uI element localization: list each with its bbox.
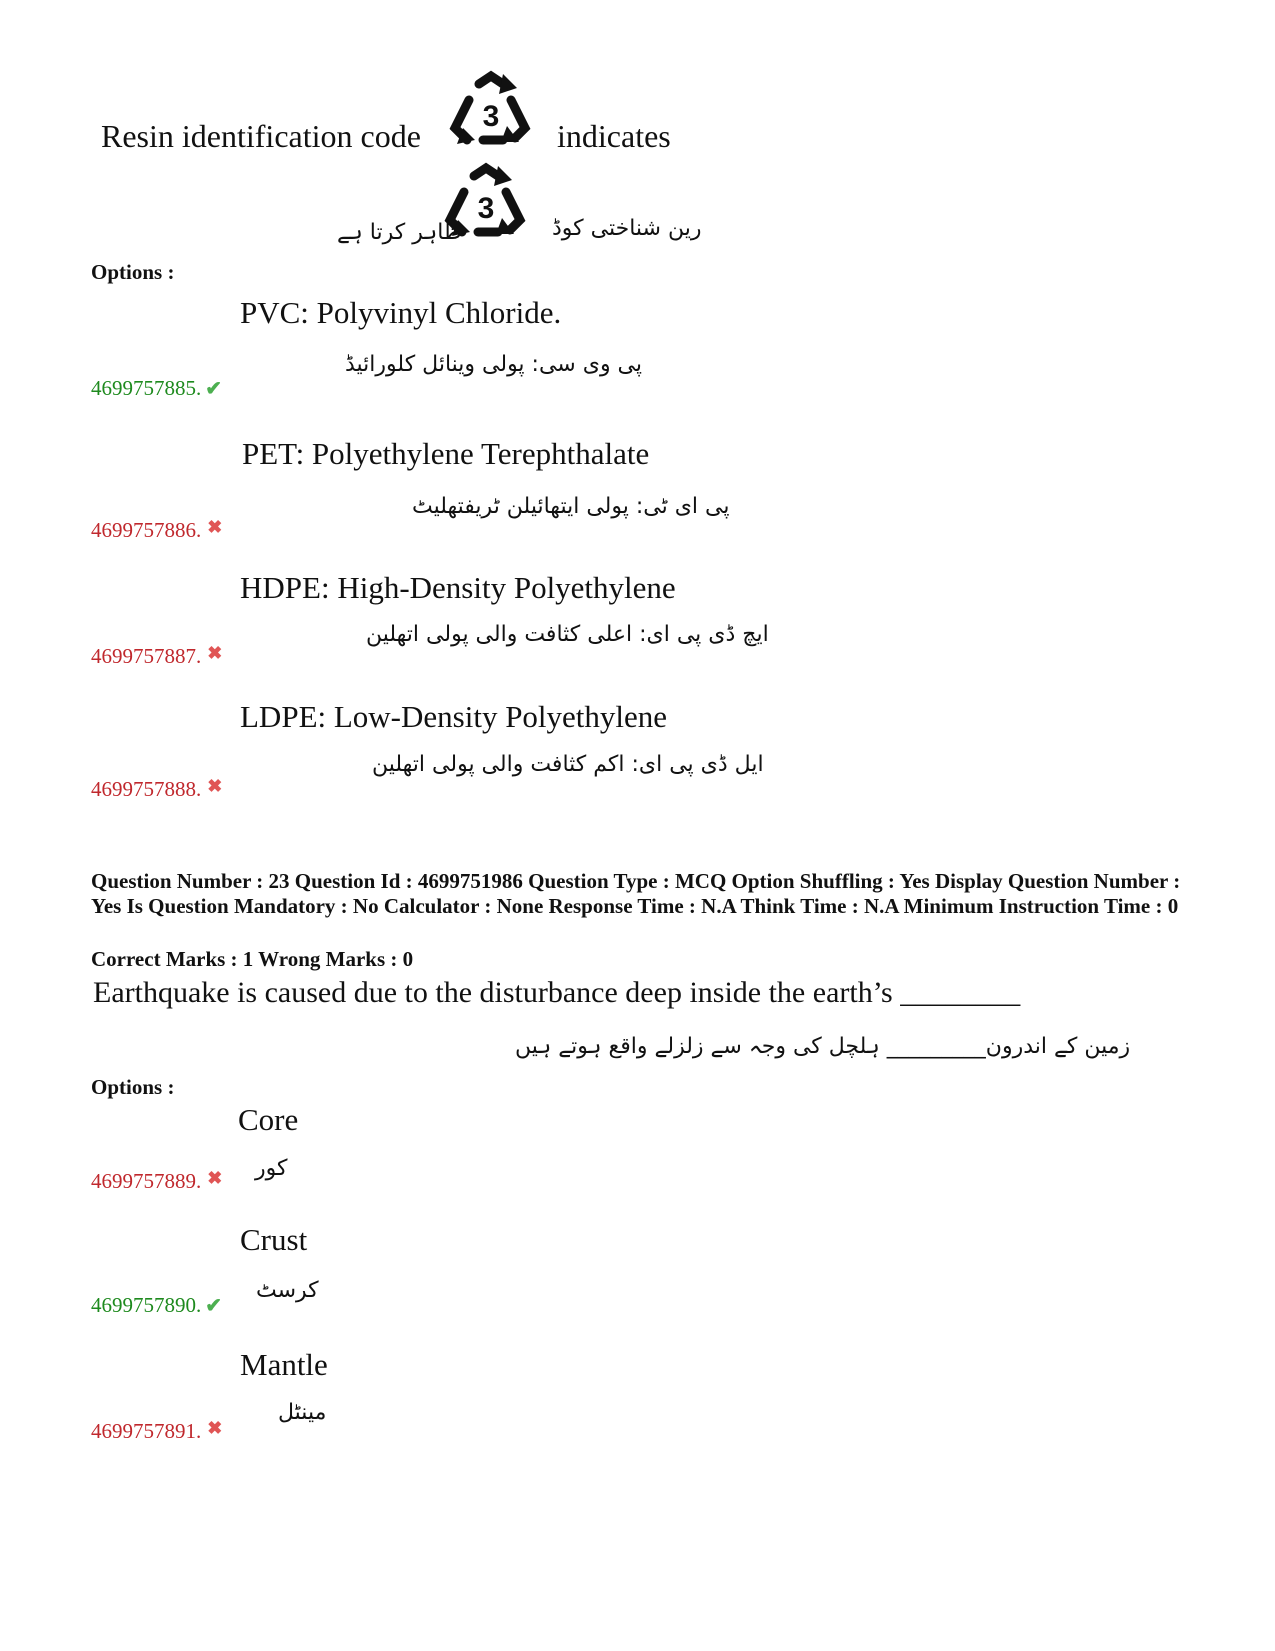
wrong-cross-icon: ✖ (207, 1168, 223, 1188)
recycle-code-3-icon (445, 70, 537, 154)
options-label: Options : (91, 1075, 175, 1099)
question-meta: Question Number : 23 Question Id : 4699751986 Question Type : MCQ Option Shuffling : Yes Display Question Number : Yes Is Question Mandatory : No Calculator : None Response Time : N.A Think Time : N.A Minimum Instruction Time : 0 (91, 869, 1181, 918)
option-text-en: Crust (240, 1222, 308, 1257)
option-id-text: 4699757891. (91, 1419, 202, 1443)
recycle-number-text: 3 (482, 100, 500, 133)
option-id (91, 1168, 222, 1194)
options-label: Options : (91, 260, 175, 284)
wrong-cross-icon: ✖ (207, 643, 223, 663)
option-id (91, 1418, 222, 1444)
question-text-ur: زمین کے اندرون_________ ہلچل کی وجہ سے زلزلے واقع ہوتے ہیں (515, 1034, 1131, 1059)
option-text-ur: پی ای ٹی: پولی ایتھائیلن ٹریفتھلیٹ (412, 494, 730, 519)
option-id (91, 776, 222, 802)
option-text-ur: پی وی سی: پولی وینائل کلورائیڈ (345, 352, 643, 377)
marks-info: Correct Marks : 1 Wrong Marks : 0 (91, 947, 414, 971)
option-id-text: 4699757886. (91, 518, 202, 542)
resin-suffix-text: indicates (557, 118, 671, 154)
option-id-text: 4699757889. (91, 1169, 202, 1193)
wrong-cross-icon: ✖ (207, 517, 223, 537)
option-text-en: LDPE: Low-Density Polyethylene (240, 699, 668, 734)
svg-text:3: 3 (477, 192, 495, 225)
option-text-en: Mantle (240, 1347, 328, 1382)
option-text-ur: کرسٹ (256, 1278, 319, 1303)
option-text-ur: ایچ ڈی پی ای: اعلی کثافت والی پولی اتھلین (366, 622, 769, 647)
correct-check-icon: ✔ (205, 1295, 223, 1317)
option-id (91, 643, 222, 669)
option-id-text: 4699757888. (91, 777, 202, 801)
option-text-en: Core (238, 1102, 299, 1137)
wrong-cross-icon: ✖ (207, 776, 223, 796)
option-text-en: PVC: Polyvinyl Chloride. (240, 295, 562, 330)
option-id-text: 4699757890. (91, 1293, 202, 1317)
option-text-en: HDPE: High-Density Polyethylene (240, 570, 676, 605)
option-id-text: 4699757887. (91, 644, 202, 668)
question-text-en: Earthquake is caused due to the disturbance deep inside the earth’s ________ (93, 976, 1021, 1009)
resin-urdu-left-text: رین شناختی کوڈ (552, 216, 702, 241)
option-id-text: 4699757885. (91, 376, 202, 400)
resin-urdu-right-text: ظاہر کرتا ہے (337, 220, 462, 245)
resin-prefix-text: Resin identification code (101, 118, 421, 154)
option-text-en: PET: Polyethylene Terephthalate (242, 436, 650, 471)
option-id (91, 376, 222, 401)
option-text-ur: مینٹل (278, 1400, 327, 1425)
correct-check-icon: ✔ (205, 378, 223, 400)
wrong-cross-icon: ✖ (207, 1418, 223, 1438)
option-text-ur: کور (255, 1156, 288, 1181)
option-id (91, 517, 222, 543)
option-text-ur: ایل ڈی پی ای: اکم کثافت والی پولی اتھلین (372, 752, 764, 777)
option-id (91, 1293, 222, 1318)
